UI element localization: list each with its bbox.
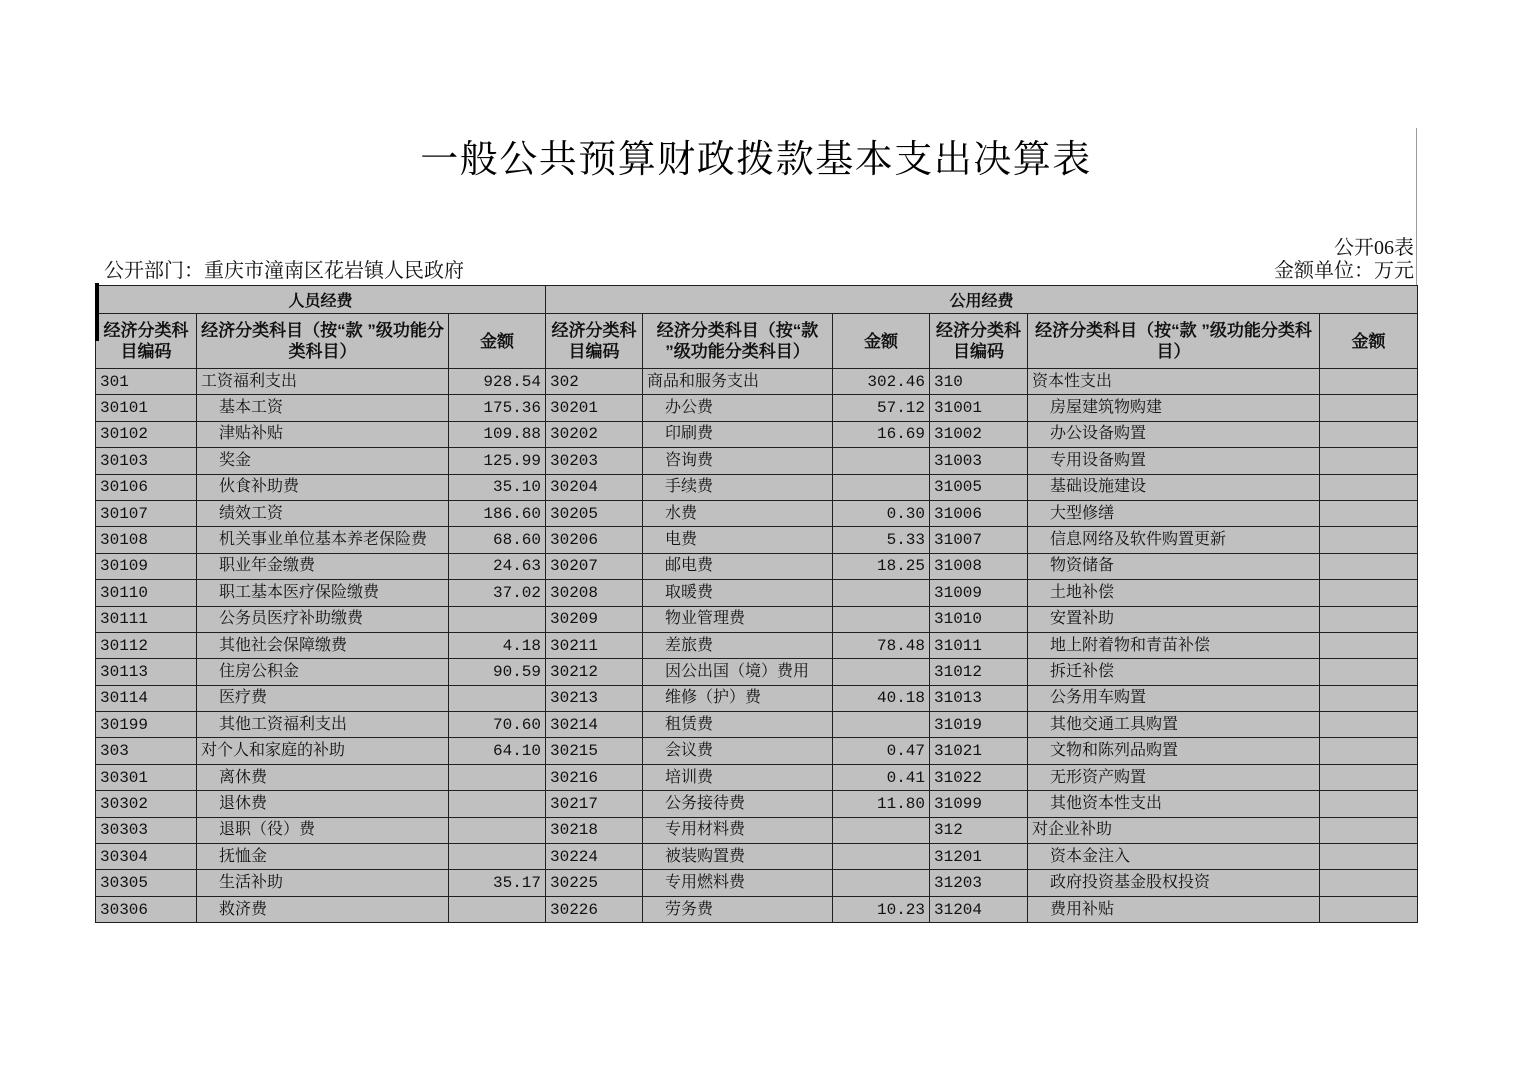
- item-name-cell: 退休费: [197, 791, 449, 817]
- amount-cell: [1320, 606, 1418, 632]
- amount-cell: 70.60: [449, 712, 546, 738]
- table-row: [96, 580, 1418, 606]
- code-cell: 30212: [546, 659, 643, 685]
- column-header-code: 经济分类科目编码: [96, 314, 197, 369]
- code-cell: 31006: [930, 500, 1028, 526]
- item-name-cell: 办公费: [643, 395, 833, 421]
- code-cell: 31002: [930, 421, 1028, 447]
- code-cell: 30303: [96, 817, 197, 843]
- code-cell: 30217: [546, 791, 643, 817]
- item-name-cell: 电费: [643, 527, 833, 553]
- code-cell: 30201: [546, 395, 643, 421]
- item-name-cell: 基本工资: [197, 395, 449, 421]
- item-name-cell: 差旅费: [643, 632, 833, 658]
- item-name-cell: 职工基本医疗保险缴费: [197, 580, 449, 606]
- item-name-cell: 劳务费: [643, 896, 833, 922]
- table-row: [96, 844, 1418, 870]
- code-cell: 30199: [96, 712, 197, 738]
- amount-cell: [833, 659, 930, 685]
- amount-cell: [833, 580, 930, 606]
- amount-cell: [1320, 527, 1418, 553]
- amount-cell: [1320, 738, 1418, 764]
- amount-cell: 68.60: [449, 527, 546, 553]
- table-row: [96, 606, 1418, 632]
- column-header-amount: 金额: [833, 314, 930, 369]
- table-row: [96, 474, 1418, 500]
- item-name-cell: 职业年金缴费: [197, 553, 449, 579]
- amount-cell: [833, 606, 930, 632]
- code-cell: 31009: [930, 580, 1028, 606]
- code-cell: 31019: [930, 712, 1028, 738]
- form-number: 公开06表: [1334, 237, 1414, 259]
- item-name-cell: 地上附着物和青苗补偿: [1028, 632, 1320, 658]
- amount-cell: [449, 817, 546, 843]
- column-header-item-name: 经济分类科目（按“款 ”级功能分类科目）: [1028, 314, 1320, 369]
- amount-cell: [1320, 791, 1418, 817]
- amount-cell: 5.33: [833, 527, 930, 553]
- code-cell: 31013: [930, 685, 1028, 711]
- item-name-cell: 物资储备: [1028, 553, 1320, 579]
- column-header-code: 经济分类科目编码: [930, 314, 1028, 369]
- code-cell: 31203: [930, 870, 1028, 896]
- item-name-cell: 商品和服务支出: [643, 369, 833, 395]
- item-name-cell: 其他社会保障缴费: [197, 632, 449, 658]
- code-cell: 30209: [546, 606, 643, 632]
- amount-cell: 78.48: [833, 632, 930, 658]
- item-name-cell: 办公设备购置: [1028, 421, 1320, 447]
- item-name-cell: 公务接待费: [643, 791, 833, 817]
- code-cell: 30202: [546, 421, 643, 447]
- item-name-cell: 大型修缮: [1028, 500, 1320, 526]
- code-cell: 30109: [96, 553, 197, 579]
- table-row: [96, 527, 1418, 553]
- code-cell: 30224: [546, 844, 643, 870]
- amount-cell: 0.47: [833, 738, 930, 764]
- item-name-cell: 抚恤金: [197, 844, 449, 870]
- amount-cell: 0.30: [833, 500, 930, 526]
- item-name-cell: 培训费: [643, 764, 833, 790]
- amount-cell: 186.60: [449, 500, 546, 526]
- amount-cell: [1320, 421, 1418, 447]
- amount-cell: [1320, 395, 1418, 421]
- code-cell: 31021: [930, 738, 1028, 764]
- item-name-cell: 离休费: [197, 764, 449, 790]
- table-row: [96, 712, 1418, 738]
- amount-cell: 4.18: [449, 632, 546, 658]
- amount-cell: [833, 448, 930, 474]
- table-row: [96, 448, 1418, 474]
- item-name-cell: 公务用车购置: [1028, 685, 1320, 711]
- code-cell: 30101: [96, 395, 197, 421]
- amount-cell: 10.23: [833, 896, 930, 922]
- department-label: 公开部门：重庆市潼南区花岩镇人民政府: [104, 260, 464, 282]
- amount-cell: 16.69: [833, 421, 930, 447]
- item-name-cell: 资本金注入: [1028, 844, 1320, 870]
- column-header-row: [96, 314, 1418, 369]
- code-cell: 31010: [930, 606, 1028, 632]
- item-name-cell: 信息网络及软件购置更新: [1028, 527, 1320, 553]
- amount-cell: [1320, 448, 1418, 474]
- amount-cell: [1320, 844, 1418, 870]
- code-cell: 30111: [96, 606, 197, 632]
- table-row: [96, 817, 1418, 843]
- amount-cell: [449, 606, 546, 632]
- table-row: [96, 421, 1418, 447]
- item-name-cell: 文物和陈列品购置: [1028, 738, 1320, 764]
- amount-cell: 928.54: [449, 369, 546, 395]
- item-name-cell: 被装购置费: [643, 844, 833, 870]
- amount-cell: [1320, 659, 1418, 685]
- amount-cell: [449, 764, 546, 790]
- amount-cell: 125.99: [449, 448, 546, 474]
- item-name-cell: 咨询费: [643, 448, 833, 474]
- code-cell: 30215: [546, 738, 643, 764]
- table-row: [96, 659, 1418, 685]
- item-name-cell: 土地补偿: [1028, 580, 1320, 606]
- left-edge-bar: [95, 283, 99, 341]
- item-name-cell: 无形资产购置: [1028, 764, 1320, 790]
- amount-cell: 24.63: [449, 553, 546, 579]
- code-cell: 30206: [546, 527, 643, 553]
- item-name-cell: 伙食补助费: [197, 474, 449, 500]
- item-name-cell: 安置补助: [1028, 606, 1320, 632]
- code-cell: 31007: [930, 527, 1028, 553]
- item-name-cell: 工资福利支出: [197, 369, 449, 395]
- amount-cell: [1320, 474, 1418, 500]
- item-name-cell: 基础设施建设: [1028, 474, 1320, 500]
- table-row: [96, 764, 1418, 790]
- item-name-cell: 会议费: [643, 738, 833, 764]
- item-name-cell: 住房公积金: [197, 659, 449, 685]
- code-cell: 30208: [546, 580, 643, 606]
- column-header-code: 经济分类科目编码: [546, 314, 643, 369]
- code-cell: 30213: [546, 685, 643, 711]
- code-cell: 30207: [546, 553, 643, 579]
- code-cell: 30108: [96, 527, 197, 553]
- amount-cell: [1320, 632, 1418, 658]
- item-name-cell: 因公出国（境）费用: [643, 659, 833, 685]
- code-cell: 310: [930, 369, 1028, 395]
- code-cell: 30302: [96, 791, 197, 817]
- amount-cell: [1320, 870, 1418, 896]
- item-name-cell: 取暖费: [643, 580, 833, 606]
- item-name-cell: 绩效工资: [197, 500, 449, 526]
- code-cell: 31012: [930, 659, 1028, 685]
- code-cell: 30112: [96, 632, 197, 658]
- code-cell: 303: [96, 738, 197, 764]
- code-cell: 31005: [930, 474, 1028, 500]
- code-cell: 302: [546, 369, 643, 395]
- code-cell: 30218: [546, 817, 643, 843]
- code-cell: 30106: [96, 474, 197, 500]
- table-row: [96, 738, 1418, 764]
- amount-cell: 35.17: [449, 870, 546, 896]
- group-header-personnel-expenses: 人员经费: [96, 286, 546, 314]
- table-row: [96, 395, 1418, 421]
- item-name-cell: 房屋建筑物购建: [1028, 395, 1320, 421]
- code-cell: 30305: [96, 870, 197, 896]
- amount-cell: [449, 685, 546, 711]
- item-name-cell: 专用燃料费: [643, 870, 833, 896]
- item-name-cell: 资本性支出: [1028, 369, 1320, 395]
- code-cell: 31011: [930, 632, 1028, 658]
- amount-cell: [833, 870, 930, 896]
- item-name-cell: 公务员医疗补助缴费: [197, 606, 449, 632]
- item-name-cell: 医疗费: [197, 685, 449, 711]
- code-cell: 30107: [96, 500, 197, 526]
- column-header-item-name: 经济分类科目（按“款 ”级功能分类科目）: [643, 314, 833, 369]
- item-name-cell: 其他交通工具购置: [1028, 712, 1320, 738]
- code-cell: 31204: [930, 896, 1028, 922]
- amount-cell: [1320, 500, 1418, 526]
- item-name-cell: 邮电费: [643, 553, 833, 579]
- table-row: [96, 685, 1418, 711]
- item-name-cell: 专用设备购置: [1028, 448, 1320, 474]
- amount-cell: [1320, 896, 1418, 922]
- expenditure-table: [95, 285, 1418, 923]
- amount-cell: 90.59: [449, 659, 546, 685]
- item-name-cell: 政府投资基金股权投资: [1028, 870, 1320, 896]
- code-cell: 30226: [546, 896, 643, 922]
- item-name-cell: 手续费: [643, 474, 833, 500]
- item-name-cell: 退职（役）费: [197, 817, 449, 843]
- amount-cell: [833, 712, 930, 738]
- code-cell: 30205: [546, 500, 643, 526]
- item-name-cell: 其他工资福利支出: [197, 712, 449, 738]
- code-cell: 30225: [546, 870, 643, 896]
- table-row: [96, 896, 1418, 922]
- code-cell: 301: [96, 369, 197, 395]
- item-name-cell: 水费: [643, 500, 833, 526]
- item-name-cell: 专用材料费: [643, 817, 833, 843]
- amount-cell: 175.36: [449, 395, 546, 421]
- table-row: [96, 632, 1418, 658]
- item-name-cell: 对企业补助: [1028, 817, 1320, 843]
- item-name-cell: 其他资本性支出: [1028, 791, 1320, 817]
- code-cell: 30211: [546, 632, 643, 658]
- amount-cell: [833, 844, 930, 870]
- item-name-cell: 津贴补贴: [197, 421, 449, 447]
- code-cell: 31022: [930, 764, 1028, 790]
- column-header-amount: 金额: [1320, 314, 1418, 369]
- amount-cell: [449, 896, 546, 922]
- code-cell: 30114: [96, 685, 197, 711]
- item-name-cell: 费用补贴: [1028, 896, 1320, 922]
- code-cell: 30204: [546, 474, 643, 500]
- amount-cell: [449, 791, 546, 817]
- code-cell: 30301: [96, 764, 197, 790]
- amount-cell: [1320, 369, 1418, 395]
- column-header-item-name: 经济分类科目（按“款 ”级功能分类科目）: [197, 314, 449, 369]
- amount-cell: 0.41: [833, 764, 930, 790]
- amount-cell: 64.10: [449, 738, 546, 764]
- code-cell: 30102: [96, 421, 197, 447]
- page-title: 一般公共预算财政拨款基本支出决算表: [420, 139, 1092, 181]
- item-name-cell: 租赁费: [643, 712, 833, 738]
- item-name-cell: 机关事业单位基本养老保险费: [197, 527, 449, 553]
- code-cell: 30103: [96, 448, 197, 474]
- amount-cell: 18.25: [833, 553, 930, 579]
- table-row: [96, 870, 1418, 896]
- code-cell: 30214: [546, 712, 643, 738]
- item-name-cell: 印刷费: [643, 421, 833, 447]
- amount-cell: [449, 844, 546, 870]
- amount-cell: [1320, 553, 1418, 579]
- code-cell: 31201: [930, 844, 1028, 870]
- amount-cell: 57.12: [833, 395, 930, 421]
- amount-cell: [1320, 712, 1418, 738]
- group-header-public-expenses: 公用经费: [546, 286, 1418, 314]
- amount-cell: [1320, 580, 1418, 606]
- item-name-cell: 拆迁补偿: [1028, 659, 1320, 685]
- table-row: [96, 791, 1418, 817]
- item-name-cell: 救济费: [197, 896, 449, 922]
- amount-cell: [1320, 685, 1418, 711]
- code-cell: 30110: [96, 580, 197, 606]
- item-name-cell: 维修（护）费: [643, 685, 833, 711]
- code-cell: 312: [930, 817, 1028, 843]
- amount-cell: 37.02: [449, 580, 546, 606]
- item-name-cell: 生活补助: [197, 870, 449, 896]
- code-cell: 31099: [930, 791, 1028, 817]
- amount-cell: 11.80: [833, 791, 930, 817]
- code-cell: 31001: [930, 395, 1028, 421]
- code-cell: 31003: [930, 448, 1028, 474]
- amount-cell: 109.88: [449, 421, 546, 447]
- column-header-amount: 金额: [449, 314, 546, 369]
- code-cell: 30216: [546, 764, 643, 790]
- amount-cell: 35.10: [449, 474, 546, 500]
- amount-cell: 40.18: [833, 685, 930, 711]
- code-cell: 31008: [930, 553, 1028, 579]
- code-cell: 30304: [96, 844, 197, 870]
- amount-unit-label: 金额单位：万元: [1274, 260, 1414, 282]
- amount-cell: [1320, 817, 1418, 843]
- item-name-cell: 物业管理费: [643, 606, 833, 632]
- item-name-cell: 对个人和家庭的补助: [197, 738, 449, 764]
- table-body: [96, 369, 1418, 923]
- amount-cell: [1320, 764, 1418, 790]
- group-header-row: [96, 286, 1418, 314]
- amount-cell: 302.46: [833, 369, 930, 395]
- amount-cell: [833, 817, 930, 843]
- code-cell: 30306: [96, 896, 197, 922]
- code-cell: 30113: [96, 659, 197, 685]
- amount-cell: [833, 474, 930, 500]
- code-cell: 30203: [546, 448, 643, 474]
- table-row: [96, 553, 1418, 579]
- item-name-cell: 奖金: [197, 448, 449, 474]
- table-row: [96, 500, 1418, 526]
- right-border-line: [1416, 128, 1417, 285]
- table-row: [96, 369, 1418, 395]
